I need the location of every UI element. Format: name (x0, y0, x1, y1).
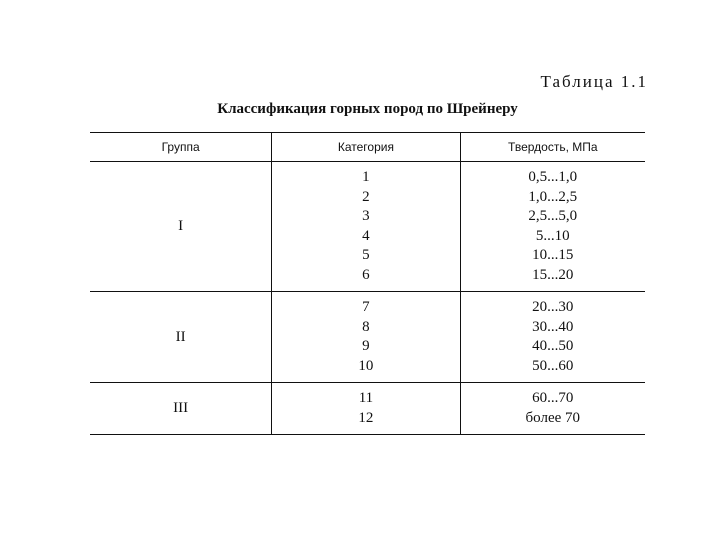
category-value: 2 (362, 188, 370, 205)
hardness-cell (460, 383, 645, 435)
table-row (90, 162, 645, 292)
category-value: 10 (358, 357, 374, 374)
hardness-value: более 70 (525, 409, 581, 426)
table-row (90, 383, 645, 435)
header-group: Группа (90, 133, 272, 162)
hardness-cell (460, 162, 645, 292)
header-category: Категория (272, 133, 460, 162)
hardness-value: 40...50 (532, 338, 574, 354)
hardness-value: 15...20 (532, 266, 574, 283)
category-value: 5 (362, 247, 370, 263)
group-cell: II (90, 292, 272, 383)
hardness-cell (460, 292, 645, 383)
table-row (90, 292, 645, 383)
hardness-value: 30...40 (532, 318, 574, 335)
category-value: 7 (362, 299, 370, 315)
hardness-value: 1,0...2,5 (528, 188, 578, 205)
hardness-value: 0,5...1,0 (528, 169, 578, 185)
category-cell (272, 162, 460, 292)
hardness-value: 2,5...5,0 (528, 208, 578, 224)
hardness-value: 5...10 (535, 227, 570, 244)
table-title: Классификация горных пород по Шрейнеру (217, 101, 518, 117)
category-value: 3 (362, 208, 370, 224)
hardness-value: 10...15 (532, 247, 574, 263)
header-hardness: Твердость, МПа (460, 133, 645, 162)
hardness-value: 50...60 (532, 357, 574, 374)
category-value: 9 (362, 338, 370, 354)
category-cell (272, 292, 460, 383)
category-cell (272, 383, 460, 435)
category-value: 6 (362, 266, 370, 283)
category-value: 8 (362, 318, 370, 335)
group-cell: III (90, 383, 272, 435)
group-cell: I (90, 162, 272, 292)
category-value: 12 (358, 409, 374, 426)
category-value: 1 (362, 169, 370, 185)
hardness-value: 20...30 (532, 299, 574, 315)
hardness-value: 60...70 (532, 390, 574, 406)
classification-table (90, 132, 645, 435)
table-number: Таблица 1.1 (540, 72, 648, 91)
category-value: 11 (358, 390, 374, 406)
category-value: 4 (362, 227, 370, 244)
table-header-row (90, 133, 645, 162)
